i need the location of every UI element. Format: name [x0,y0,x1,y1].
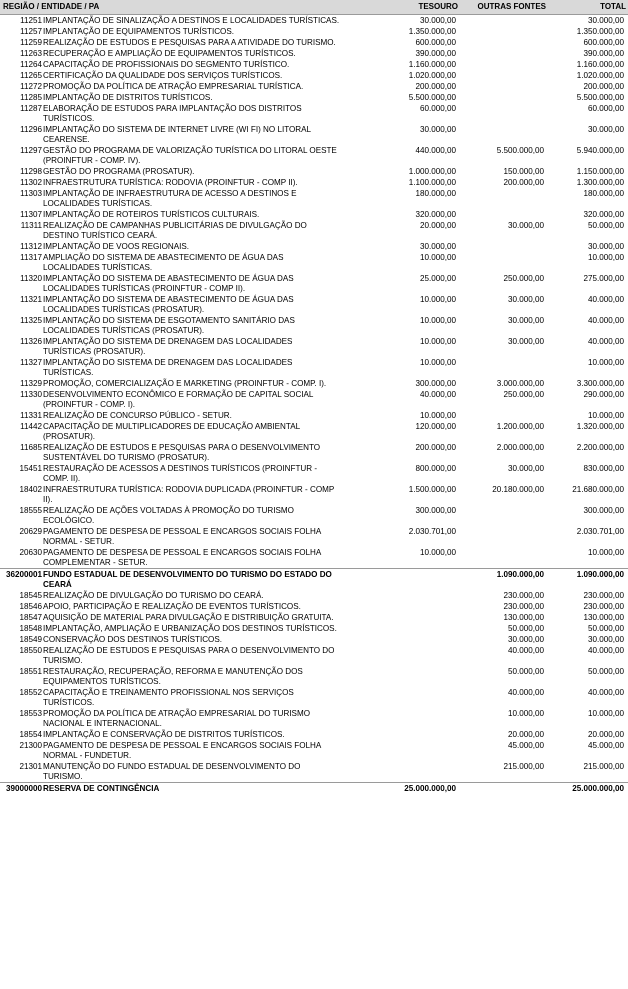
row-tesouro: 60.000,00 [419,104,456,113]
row-description: IMPLANTAÇÃO DE INFRAESTRUTURA DE ACESSO A DESTINOS E LOCALIDADES TURÍSTICAS. [43,189,297,208]
row-code: 11321 [20,295,42,304]
row-total: 1.160.000,00 [576,60,624,69]
row-outras-fontes [460,81,548,92]
row-outras-fontes [460,547,548,569]
row-code: 11312 [20,242,42,251]
table-row [0,357,628,378]
row-code: 11302 [20,178,42,187]
row-outras-fontes [460,48,548,59]
row-tesouro: 25.000.000,00 [342,783,460,795]
header-row [0,0,628,15]
row-tesouro: 1.160.000,00 [408,60,456,69]
row-total: 40.000,00 [587,688,624,697]
table-row [0,294,628,315]
row-tesouro [342,601,460,612]
row-tesouro [342,612,460,623]
row-total: 30.000,00 [587,242,624,251]
row-code: 21301 [19,762,42,771]
row-description: DESENVOLVIMENTO ECONÔMICO E FORMAÇÃO DE CAPITAL SOCIAL (PROINFTUR - COMP. I). [43,390,314,409]
table-row [0,70,628,81]
row-code: 11297 [20,146,42,155]
row-outras-fontes [460,241,548,252]
table-row [0,220,628,241]
row-code: 11272 [20,82,42,91]
table-row [0,590,628,601]
row-outras-fontes: 215.000,00 [503,762,544,771]
row-tesouro [342,645,460,666]
row-code: 18546 [19,602,42,611]
row-total: 390.000,00 [583,49,624,58]
row-description: IMPLANTAÇÃO, AMPLIAÇÃO E URBANIZAÇÃO DOS DESTINOS TURÍSTICOS. [43,624,337,633]
row-description: IMPLANTAÇÃO DE DISTRITOS TURÍSTICOS. [43,93,213,102]
row-tesouro: 30.000,00 [419,242,456,251]
row-description: IMPLANTAÇÃO DE EQUIPAMENTOS TURÍSTICOS. [43,27,234,36]
table-row [0,708,628,729]
row-total: 30.000,00 [587,635,624,644]
table-row [0,15,628,27]
row-description: IMPLANTAÇÃO DO SISTEMA DE ABASTECIMENTO DE ÁGUA DAS LOCALIDADES TURÍSTICAS (PROSATUR). [43,295,294,314]
row-total: 300.000,00 [583,506,624,515]
row-tesouro: 1.350.000,00 [408,27,456,36]
row-code: 11326 [20,337,42,346]
row-description: RECUPERAÇÃO E AMPLIAÇÃO DE EQUIPAMENTOS TURÍSTICOS. [43,49,296,58]
row-code: 21300 [19,741,42,750]
row-code: 11331 [20,411,42,420]
row-tesouro: 10.000,00 [419,411,456,420]
row-description: AQUISIÇÃO DE MATERIAL PARA DIVULGAÇÃO E DISTRIBUIÇÃO GRATUITA. [43,613,334,622]
row-tesouro: 10.000,00 [419,358,456,367]
row-tesouro: 1.020.000,00 [408,71,456,80]
row-description: INFRAESTRUTURA TURÍSTICA: RODOVIA DUPLICADA (PROINFTUR - COMP II). [43,485,335,504]
row-code: 20630 [19,548,42,557]
row-description: ELABORAÇÃO DE ESTUDOS PARA IMPLANTAÇÃO DOS DISTRITOS TURÍSTICOS. [43,104,302,123]
row-description: CONSERVAÇÃO DOS DESTINOS TURÍSTICOS. [43,635,222,644]
row-code: 11327 [20,358,42,367]
table-row [0,442,628,463]
row-outras-fontes: 20.000,00 [507,730,544,739]
row-code: 18402 [19,485,42,494]
row-total: 3.300.000,00 [576,379,624,388]
table-row [0,740,628,761]
row-code: 11264 [20,60,42,69]
row-tesouro: 10.000,00 [419,548,456,557]
row-description: RESTAURAÇÃO, RECUPERAÇÃO, REFORMA E MANUTENÇÃO DOS EQUIPAMENTOS TURÍSTICOS. [43,667,303,686]
row-tesouro: 440.000,00 [415,146,456,155]
row-outras-fontes: 2.000.000,00 [496,443,544,452]
table-row [0,92,628,103]
row-code: 11259 [20,38,42,47]
group-total-row [0,569,628,591]
row-tesouro: 200.000,00 [415,82,456,91]
table-row [0,687,628,708]
row-description: CAPACITAÇÃO DE PROFISSIONAIS DO SEGMENTO TURÍSTICO. [43,60,290,69]
row-outras-fontes: 1.090.000,00 [460,569,548,591]
table-row [0,484,628,505]
table-row [0,177,628,188]
row-outras-fontes: 130.000,00 [503,613,544,622]
row-tesouro: 1.000.000,00 [408,167,456,176]
row-description: PROMOÇÃO, COMERCIALIZAÇÃO E MARKETING (PROINFTUR - COMP. I). [43,379,327,388]
row-code: 11311 [20,221,42,230]
row-description: CAPACITAÇÃO DE MULTIPLICADORES DE EDUCAÇÃO AMBIENTAL (PROSATUR). [43,422,300,441]
row-description: INFRAESTRUTURA TURÍSTICA: RODOVIA (PROINFTUR - COMP II). [43,178,298,187]
row-tesouro: 10.000,00 [419,316,456,325]
row-code: 11265 [20,71,42,80]
row-total: 1.090.000,00 [548,569,628,591]
row-tesouro [342,687,460,708]
row-total: 10.000,00 [587,548,624,557]
row-outras-fontes [460,505,548,526]
table-row [0,378,628,389]
row-total: 20.000,00 [587,730,624,739]
row-total: 230.000,00 [583,591,624,600]
row-tesouro [342,634,460,645]
row-tesouro: 10.000,00 [419,337,456,346]
row-description: AMPLIAÇÃO DO SISTEMA DE ABASTECIMENTO DE ÁGUA DAS LOCALIDADES TURÍSTICAS. [43,253,284,272]
table-row [0,645,628,666]
row-total: 30.000,00 [587,125,624,134]
row-outras-fontes: 30.000,00 [507,316,544,325]
row-tesouro: 10.000,00 [419,295,456,304]
table-row [0,37,628,48]
row-description: MANUTENÇÃO DO FUNDO ESTADUAL DE DESENVOLVIMENTO DO TURISMO. [43,762,301,781]
table-row [0,166,628,177]
row-tesouro: 200.000,00 [415,443,456,452]
table-row [0,623,628,634]
row-total: 180.000,00 [583,189,624,198]
row-code: 11329 [20,379,42,388]
row-code: 11303 [20,189,42,198]
row-total: 60.000,00 [587,104,624,113]
group-total-row [0,783,628,795]
row-code: 11307 [20,210,42,219]
row-code: 39000000 [0,783,42,795]
row-total: 10.000,00 [587,253,624,262]
row-total: 45.000,00 [587,741,624,750]
row-description: IMPLANTAÇÃO E CONSERVAÇÃO DE DISTRITOS TURÍSTICOS. [43,730,285,739]
row-tesouro: 300.000,00 [415,379,456,388]
row-outras-fontes: 250.000,00 [503,390,544,399]
row-total: 10.000,00 [587,709,624,718]
row-code: 18549 [19,635,42,644]
table-row [0,526,628,547]
row-total: 1.150.000,00 [576,167,624,176]
row-tesouro: 300.000,00 [415,506,456,515]
row-code: 18553 [19,709,42,718]
row-code: 11330 [20,390,42,399]
row-code: 18550 [19,646,42,655]
row-outras-fontes [460,252,548,273]
row-total: 21.680.000,00 [572,485,624,494]
row-tesouro: 25.000,00 [419,274,456,283]
row-tesouro: 2.030.701,00 [408,527,456,536]
table-row [0,601,628,612]
row-description: GESTÃO DO PROGRAMA (PROSATUR). [43,167,195,176]
row-tesouro [342,569,460,591]
row-description: IMPLANTAÇÃO DO SISTEMA DE ABASTECIMENTO DE ÁGUA DAS LOCALIDADES TURÍSTICAS (PROINFTUR - COMP II). [43,274,294,293]
row-total: 230.000,00 [583,602,624,611]
table-row [0,761,628,783]
row-outras-fontes: 30.000,00 [507,295,544,304]
row-code: 18552 [19,688,42,697]
row-tesouro [342,708,460,729]
table-row [0,315,628,336]
row-outras-fontes [460,70,548,81]
row-code: 11442 [20,422,42,431]
header-tesouro: TESOURO [342,0,460,15]
row-outras-fontes [460,526,548,547]
row-code: 11317 [20,253,42,262]
row-description: PAGAMENTO DE DESPESA DE PESSOAL E ENCARGOS SOCIAIS FOLHA NORMAL - FUNDETUR. [43,741,321,760]
row-description: IMPLANTAÇÃO DE VOOS REGIONAIS. [43,242,190,251]
row-outras-fontes [460,92,548,103]
table-row [0,336,628,357]
row-code: 18551 [19,667,42,676]
row-code: 18547 [19,613,42,622]
row-outras-fontes [460,15,548,27]
row-total: 275.000,00 [583,274,624,283]
row-total: 1.300.000,00 [576,178,624,187]
row-total: 320.000,00 [583,210,624,219]
row-code: 20629 [19,527,42,536]
row-total: 200.000,00 [583,82,624,91]
row-tesouro: 5.500.000,00 [408,93,456,102]
row-tesouro [342,729,460,740]
table-row [0,252,628,273]
table-row [0,59,628,70]
row-code: 18555 [19,506,42,515]
table-row [0,389,628,410]
row-total: 2.200.000,00 [576,443,624,452]
row-description: IMPLANTAÇÃO DO SISTEMA DE DRENAGEM DAS LOCALIDADES TURÍSTICAS (PROSATUR). [43,337,293,356]
row-code: 11320 [20,274,42,283]
row-outras-fontes: 230.000,00 [503,602,544,611]
row-code: 11685 [20,443,42,452]
table-row [0,81,628,92]
row-total: 1.320.000,00 [576,422,624,431]
row-total: 50.000,00 [587,221,624,230]
row-total: 25.000.000,00 [548,783,628,795]
row-outras-fontes: 50.000,00 [507,667,544,676]
row-outras-fontes [460,209,548,220]
row-outras-fontes [460,783,548,795]
row-total: 50.000,00 [587,667,624,676]
row-outras-fontes [460,37,548,48]
row-description: PAGAMENTO DE DESPESA DE PESSOAL E ENCARGOS SOCIAIS FOLHA NORMAL - SETUR. [43,527,321,546]
row-outras-fontes [460,103,548,124]
row-total: 30.000,00 [587,16,624,25]
row-description: GESTÃO DO PROGRAMA DE VALORIZAÇÃO TURÍSTICA DO LITORAL OESTE (PROINFTUR - COMP. IV). [43,146,337,165]
row-outras-fontes: 20.180.000,00 [492,485,544,494]
row-total: 215.000,00 [583,762,624,771]
row-outras-fontes: 3.000.000,00 [496,379,544,388]
row-tesouro: 1.100.000,00 [408,178,456,187]
table-row [0,124,628,145]
table-row [0,209,628,220]
row-total: 50.000,00 [587,624,624,633]
row-total: 10.000,00 [587,358,624,367]
row-total: 40.000,00 [587,646,624,655]
header-outras-fontes: OUTRAS FONTES [460,0,548,15]
row-description: RESERVA DE CONTINGÊNCIA [42,783,342,795]
row-description: IMPLANTAÇÃO DO SISTEMA DE DRENAGEM DAS LOCALIDADES TURÍSTICAS. [43,358,293,377]
row-tesouro [342,666,460,687]
row-tesouro [342,623,460,634]
row-total: 1.020.000,00 [576,71,624,80]
row-outras-fontes: 5.500.000,00 [496,146,544,155]
row-outras-fontes [460,59,548,70]
row-tesouro: 10.000,00 [419,253,456,262]
row-tesouro: 1.500.000,00 [408,485,456,494]
row-description: IMPLANTAÇÃO DE SINALIZAÇÃO A DESTINOS E LOCALIDADES TURÍSTICAS. [43,16,340,25]
row-description: CERTIFICAÇÃO DA QUALIDADE DOS SERVIÇOS TURÍSTICOS. [43,71,283,80]
row-outras-fontes: 45.000,00 [507,741,544,750]
table-row [0,48,628,59]
row-code: 11251 [20,16,42,25]
row-outras-fontes [460,26,548,37]
row-tesouro: 120.000,00 [415,422,456,431]
row-description: IMPLANTAÇÃO DO SISTEMA DE INTERNET LIVRE (WI FI) NO LITORAL CEARENSE. [43,125,311,144]
row-total: 5.500.000,00 [576,93,624,102]
row-outras-fontes [460,188,548,209]
row-outras-fontes: 150.000,00 [503,167,544,176]
row-total: 2.030.701,00 [576,527,624,536]
table-row [0,188,628,209]
row-outras-fontes: 250.000,00 [503,274,544,283]
row-description: REALIZAÇÃO DE DIVULGAÇÃO DO TURISMO DO CEARÁ. [43,591,264,600]
header-region: REGIÃO / ENTIDADE / PA [0,0,342,15]
row-code: 18554 [19,730,42,739]
row-description: REALIZAÇÃO DE CAMPANHAS PUBLICITÁRIAS DE DIVULGAÇÃO DO DESTINO TURÍSTICO CEARÁ. [43,221,307,240]
table-row [0,421,628,442]
row-code: 11257 [20,27,42,36]
table-row [0,410,628,421]
row-outras-fontes: 30.000,00 [507,635,544,644]
row-description: APOIO, PARTICIPAÇÃO E REALIZAÇÃO DE EVENTOS TURÍSTICOS. [43,602,301,611]
row-tesouro [342,590,460,601]
row-code: 11296 [20,125,42,134]
row-code: 11287 [20,104,42,113]
row-description: REALIZAÇÃO DE ESTUDOS E PESQUISAS PARA A ATIVIDADE DO TURISMO. [43,38,336,47]
row-total: 10.000,00 [587,411,624,420]
row-tesouro: 30.000,00 [419,16,456,25]
row-code: 11298 [20,167,42,176]
row-code: 18548 [19,624,42,633]
table-row [0,145,628,166]
row-total: 130.000,00 [583,613,624,622]
row-code: 11285 [20,93,42,102]
row-outras-fontes: 30.000,00 [507,221,544,230]
table-row [0,463,628,484]
row-description: REALIZAÇÃO DE CONCURSO PÚBLICO - SETUR. [43,411,232,420]
row-total: 1.350.000,00 [576,27,624,36]
row-description: PAGAMENTO DE DESPESA DE PESSOAL E ENCARGOS SOCIAIS FOLHA COMPLEMENTAR - SETUR. [43,548,321,567]
row-code: 18545 [19,591,42,600]
row-code: 15451 [19,464,42,473]
row-outras-fontes: 200.000,00 [503,178,544,187]
row-outras-fontes: 50.000,00 [507,624,544,633]
table-row [0,634,628,645]
row-outras-fontes [460,124,548,145]
table-row [0,729,628,740]
row-outras-fontes: 10.000,00 [507,709,544,718]
table-row [0,241,628,252]
row-description: IMPLANTAÇÃO DO SISTEMA DE ESGOTAMENTO SANITÁRIO DAS LOCALIDADES TURÍSTICAS (PROSATUR). [43,316,295,335]
row-total: 600.000,00 [583,38,624,47]
row-outras-fontes: 40.000,00 [507,688,544,697]
row-outras-fontes: 1.200.000,00 [496,422,544,431]
row-description: PROMOÇÃO DA POLÍTICA DE ATRAÇÃO EMPRESARIAL TURÍSTICA. [43,82,304,91]
row-tesouro: 320.000,00 [415,210,456,219]
row-description: FUNDO ESTADUAL DE DESENVOLVIMENTO DO TURISMO DO ESTADO DO CEARÁ [42,569,342,591]
table-row [0,666,628,687]
row-outras-fontes: 40.000,00 [507,646,544,655]
row-tesouro [342,761,460,783]
row-description: REALIZAÇÃO DE ESTUDOS E PESQUISAS PARA O DESENVOLVIMENTO SUSTENTÁVEL DO TURISMO (PROSATUR). [43,443,321,462]
row-total: 40.000,00 [587,316,624,325]
row-outras-fontes: 30.000,00 [507,464,544,473]
table-row [0,103,628,124]
table-row [0,612,628,623]
row-outras-fontes [460,410,548,421]
row-description: REALIZAÇÃO DE ESTUDOS E PESQUISAS PARA O DESENVOLVIMENTO DO TURISMO. [43,646,335,665]
row-tesouro: 800.000,00 [415,464,456,473]
row-tesouro: 30.000,00 [419,125,456,134]
row-description: RESTAURAÇÃO DE ACESSOS A DESTINOS TURÍSTICOS (PROINFTUR - COMP. II). [43,464,318,483]
row-outras-fontes: 230.000,00 [503,591,544,600]
header-total: TOTAL [548,0,628,15]
row-tesouro: 600.000,00 [415,38,456,47]
row-tesouro [342,740,460,761]
row-outras-fontes: 30.000,00 [507,337,544,346]
row-code: 11263 [20,49,42,58]
row-outras-fontes [460,357,548,378]
table-row [0,26,628,37]
row-tesouro: 20.000,00 [419,221,456,230]
row-tesouro: 390.000,00 [415,49,456,58]
row-description: REALIZAÇÃO DE AÇÕES VOLTADAS À PROMOÇÃO DO TURISMO ECOLÓGICO. [43,506,294,525]
row-description: IMPLANTAÇÃO DE ROTEIROS TURÍSTICOS CULTURAIS. [43,210,260,219]
row-tesouro: 180.000,00 [415,189,456,198]
table-row [0,505,628,526]
row-code: 36200001 [0,569,42,591]
row-description: CAPACITAÇÃO E TREINAMENTO PROFISSIONAL NOS SERVIÇOS TURÍSTICOS. [43,688,294,707]
row-total: 40.000,00 [587,337,624,346]
row-tesouro: 40.000,00 [419,390,456,399]
row-description: PROMOÇÃO DA POLÍTICA DE ATRAÇÃO EMPRESARIAL DO TURISMO NACIONAL E INTERNACIONAL. [43,709,310,728]
table-row [0,547,628,569]
table-row [0,273,628,294]
row-total: 830.000,00 [583,464,624,473]
row-code: 11325 [20,316,42,325]
row-total: 5.940.000,00 [576,146,624,155]
row-total: 40.000,00 [587,295,624,304]
row-total: 290.000,00 [583,390,624,399]
